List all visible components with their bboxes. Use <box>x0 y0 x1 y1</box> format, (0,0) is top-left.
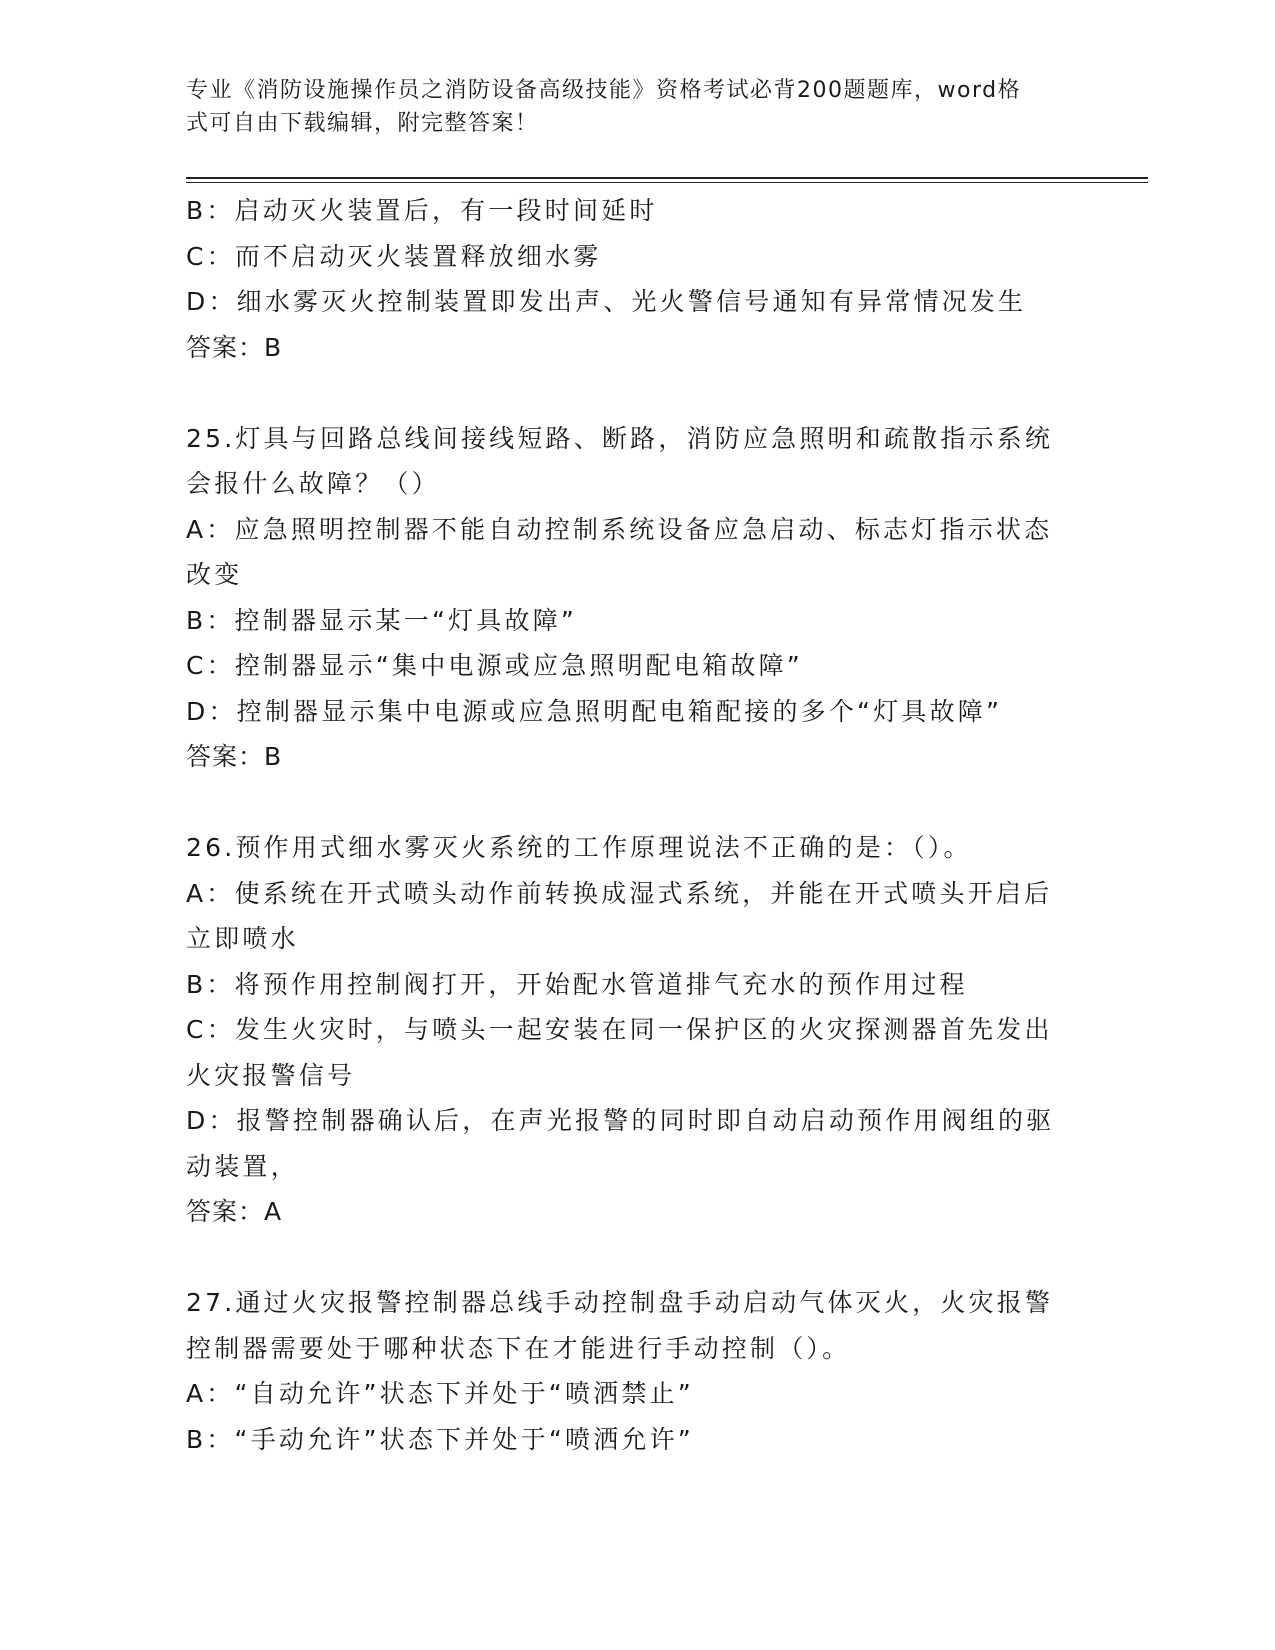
answer-line: 答案：B <box>186 332 283 362</box>
question-block-27 <box>186 1280 1076 1462</box>
option-b: B：将预作用控制阀打开，开始配水管道排气充水的预作用过程 <box>186 969 968 999</box>
option-d-continued: 动装置， <box>186 1151 299 1181</box>
header-divider-thin <box>186 182 1148 183</box>
option-b: B：启动灭火装置后，有一段时间延时 <box>186 196 658 225</box>
document-body <box>186 188 1076 1462</box>
option-a: A：“自动允许”状态下并处于“喷洒禁止” <box>186 1379 694 1408</box>
document-header <box>186 74 1066 140</box>
header-divider-thick <box>186 177 1148 179</box>
answer-line: 答案：A <box>186 1197 283 1226</box>
question-block-25 <box>186 416 1076 780</box>
header-line-2: 式可自由下载编辑，附完整答案！ <box>186 111 539 136</box>
question-stem: 27.通过火灾报警控制器总线手动控制盘手动启动气体灭火，火灾报警 <box>186 1288 1054 1317</box>
spacer <box>186 780 1076 826</box>
option-c: C：而不启动灭火装置释放细水雾 <box>186 241 602 271</box>
option-c: C：发生火灾时，与喷头一起安装在同一保护区的火灾探测器首先发出 <box>186 1015 1053 1044</box>
option-c: C：控制器显示“集中电源或应急照明配电箱故障” <box>186 651 803 680</box>
option-a: A：使系统在开式喷头动作前转换成湿式系统，并能在开式喷头开启后 <box>186 878 1053 908</box>
option-d: D：控制器显示集中电源或应急照明配电箱配接的多个“灯具故障” <box>186 696 1003 726</box>
option-b: B：控制器显示某一“灯具故障” <box>186 605 578 635</box>
header-line-1: 专业《消防设施操作员之消防设备高级技能》资格考试必背200题题库，word格 <box>186 78 1022 103</box>
option-c-continued: 火灾报警信号 <box>186 1060 356 1090</box>
question-stem: 26.预作用式细水雾灭火系统的工作原理说法不正确的是：（）。 <box>186 833 972 862</box>
option-a-continued: 立即喷水 <box>186 924 299 953</box>
question-block-prev <box>186 188 1076 370</box>
question-stem-continued: 会报什么故障？（） <box>186 469 440 498</box>
option-a: A：应急照明控制器不能自动控制系统设备应急启动、标志灯指示状态 <box>186 514 1053 544</box>
option-b: B：“手动允许”状态下并处于“喷洒允许” <box>186 1424 694 1454</box>
option-d: D：报警控制器确认后，在声光报警的同时即自动启动预作用阀组的驱 <box>186 1106 1055 1135</box>
question-stem-continued: 控制器需要处于哪种状态下在才能进行手动控制（）。 <box>186 1333 851 1363</box>
question-block-26 <box>186 825 1076 1235</box>
spacer <box>186 370 1076 416</box>
option-d: D：细水雾灭火控制装置即发出声、光火警信号通知有异常情况发生 <box>186 287 1027 316</box>
question-stem: 25.灯具与回路总线间接线短路、断路，消防应急照明和疏散指示系统 <box>186 423 1054 453</box>
spacer <box>186 1235 1076 1281</box>
answer-line: 答案：B <box>186 742 283 771</box>
option-a-continued: 改变 <box>186 560 243 589</box>
